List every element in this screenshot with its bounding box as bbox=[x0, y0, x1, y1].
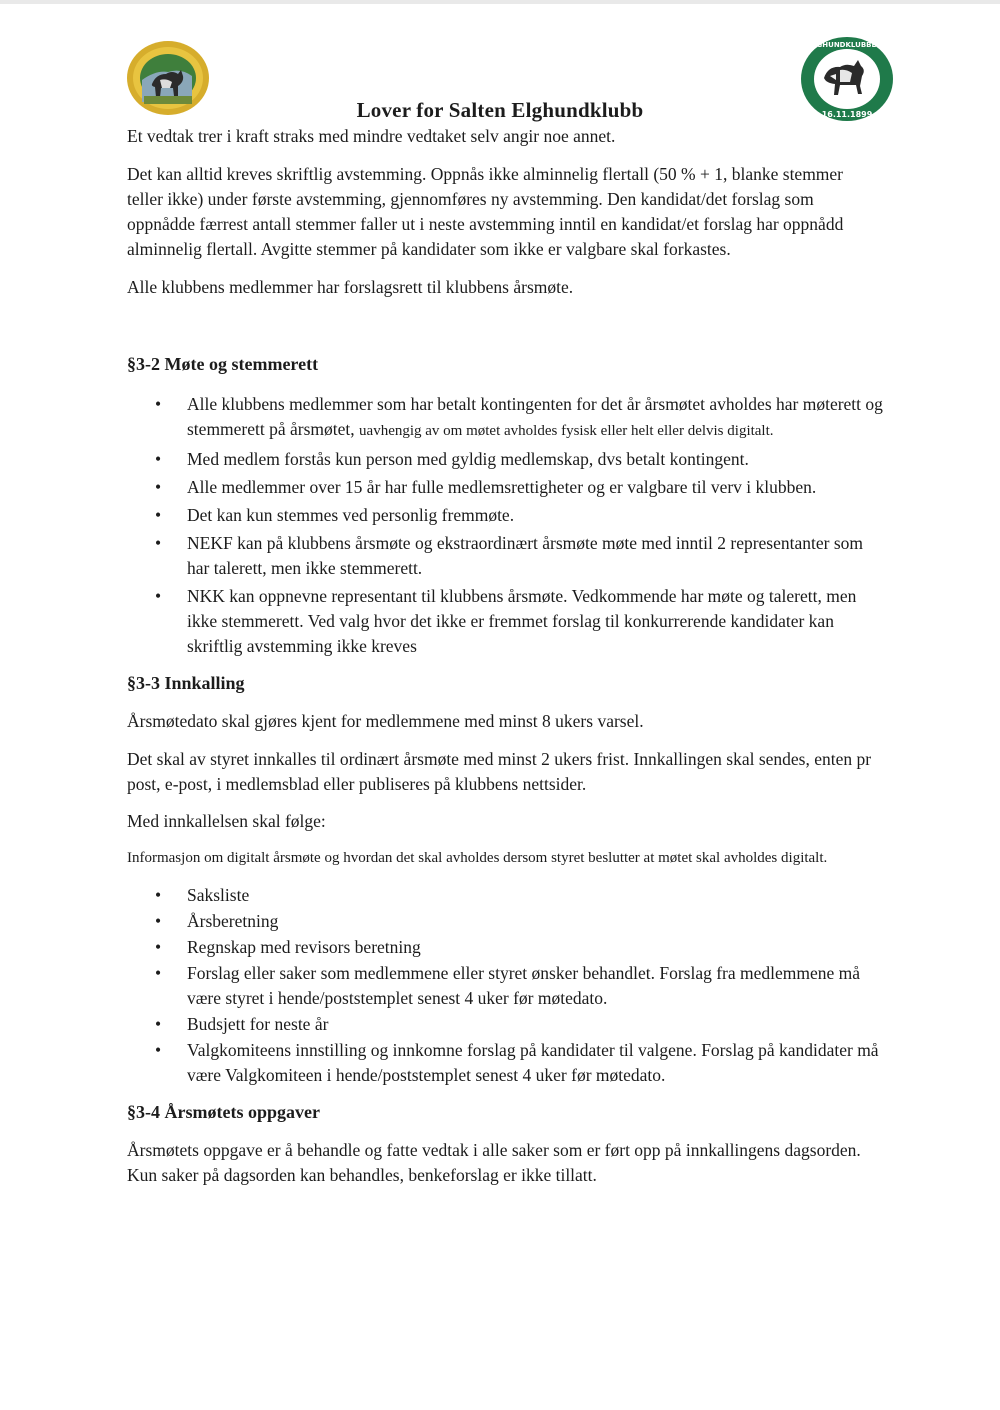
list-item: • Regnskap med revisors beretning bbox=[155, 937, 421, 957]
list-item-text: Saksliste bbox=[187, 885, 250, 905]
list-item: • Saksliste bbox=[155, 885, 250, 905]
list-item: • NEKF kan på klubbens årsmøte og ekstraordinært årsmøte møte med inntil 2 representanter som har talerett, men ikke stemmerett. bbox=[155, 533, 864, 578]
list-item-text: Med medlem forstås kun person med gyldig medlemskap, dvs betalt kontingent. bbox=[187, 449, 749, 469]
svg-text:16.11.1899: 16.11.1899 bbox=[821, 110, 873, 119]
section-3-3-paragraph-4: Informasjon om digitalt årsmøte og hvordan det skal avholdes dersom styret beslutter at møtet skal avholdes digitalt. bbox=[127, 850, 828, 866]
section-3-3-paragraph-1: Årsmøtedato skal gjøres kjent for medlemmene med minst 8 ukers varsel. bbox=[127, 711, 644, 731]
page-top-edge bbox=[0, 0, 1000, 4]
list-item-text: NKK kan oppnevne representant til klubbens årsmøte. Vedkommende har møte og talerett, men ikke stemmerett. Ved valg hvor det ikke er fremmet forslag til konkurrerende kandidater kan skriftlig avstemming ikke kreves bbox=[187, 586, 857, 656]
section-3-2-heading: §3-2 Møte og stemmerett bbox=[127, 354, 319, 374]
list-item-text: Forslag eller saker som medlemmene eller styret ønsker behandlet. Forslag fra medlemmene må være styret i hende/poststemplet senest 4 uker før møtedato. bbox=[187, 963, 861, 1008]
list-item: • Alle medlemmer over 15 år har fulle medlemsrettigheter og er valgbare til verv i klubben. bbox=[155, 477, 817, 497]
intro-paragraph-1: Et vedtak trer i kraft straks med mindre vedtaket selv angir noe annet. bbox=[127, 126, 616, 146]
document-body bbox=[127, 124, 883, 1188]
svg-text:ELGHUNDKLUBBERS: ELGHUNDKLUBBERS bbox=[807, 41, 887, 49]
section-3-3-paragraph-3: Med innkallelsen skal følge: bbox=[127, 811, 326, 831]
list-item: • Valgkomiteens innstilling og innkomne forslag på kandidater til valgene. Forslag på kandidater må være Valgkomiteen i hende/poststemplet senest 4 uker før møtedato. bbox=[155, 1040, 879, 1085]
list-item-text: Budsjett for neste år bbox=[187, 1014, 329, 1034]
list-item: • Alle klubbens medlemmer som har betalt kontingenten for det år årsmøtet avholdes har møterett og stemmerett på årsmøtet, uavhengig av om møtet avholdes fysisk eller helt eller delvis digitalt. bbox=[155, 394, 883, 439]
list-item-text: Regnskap med revisors beretning bbox=[187, 937, 421, 957]
list-item-text: Alle medlemmer over 15 år har fulle medlemsrettigheter og er valgbare til verv i klubben. bbox=[187, 477, 817, 497]
intro-paragraph-2: Det kan alltid kreves skriftlig avstemming. Oppnås ikke alminnelig flertall (50 % + 1, blanke stemmer teller ikke) under første avstemming, gjennomføres ny avstemming. Den kandidat/det forslag som oppnådde færrest antall stemmer faller ut i neste avstemming inntil en kandidat/et forslag har oppnådd alminnelig flertall. Avgitte stemmer på kandidater som ikke er valgbare skal forkastes. bbox=[127, 164, 844, 259]
list-item-text-part-1: Alle klubbens medlemmer som har betalt kontingenten for det år årsmøtet avholdes har møterett og stemmerett på årsmøtet, bbox=[187, 394, 883, 439]
list-item: • Forslag eller saker som medlemmene eller styret ønsker behandlet. Forslag fra medlemmene må være styret i hende/poststemplet senest 4 uker før møtedato. bbox=[155, 963, 861, 1008]
list-item: • Med medlem forstås kun person med gyldig medlemskap, dvs betalt kontingent. bbox=[155, 449, 749, 469]
list-item-text: NEKF kan på klubbens årsmøte og ekstraordinært årsmøte møte med inntil 2 representanter som har talerett, men ikke stemmerett. bbox=[187, 533, 864, 578]
list-item: • Årsberetning bbox=[155, 911, 279, 931]
section-3-3-paragraph-2: Det skal av styret innkalles til ordinært årsmøte med minst 2 ukers frist. Innkallingen skal sendes, enten pr post, e-post, i medlemsblad eller publiseres på klubbens nettsider. bbox=[127, 749, 872, 794]
section-3-4-heading: §3-4 Årsmøtets oppgaver bbox=[127, 1102, 320, 1122]
list-item-text: Valgkomiteens innstilling og innkomne forslag på kandidater til valgene. Forslag på kandidater må være Valgkomiteen i hende/poststemplet senest 4 uker før møtedato. bbox=[187, 1040, 879, 1085]
section-3-2-list bbox=[127, 392, 883, 659]
list-item: • Budsjett for neste år bbox=[155, 1014, 329, 1034]
section-3-3-heading: §3-3 Innkalling bbox=[127, 673, 245, 693]
document-title: Lover for Salten Elghundklubb bbox=[356, 98, 644, 122]
list-item-text: Det kan kun stemmes ved personlig fremmøte. bbox=[187, 505, 515, 525]
list-item-text-part-2: uavhengig av om møtet avholdes fysisk eller helt eller delvis digitalt. bbox=[359, 423, 774, 439]
section-3-4-paragraph-1: Årsmøtets oppgave er å behandle og fatte vedtak i alle saker som er ført opp på innkallingens dagsorden. Kun saker på dagsorden kan behandles, benkeforslag er ikke tillatt. bbox=[127, 1140, 861, 1185]
list-item-text: Årsberetning bbox=[187, 911, 279, 931]
list-item: • Det kan kun stemmes ved personlig fremmøte. bbox=[155, 505, 515, 525]
intro-paragraph-3: Alle klubbens medlemmer har forslagsrett til klubbens årsmøte. bbox=[127, 277, 574, 297]
list-item: • NKK kan oppnevne representant til klubbens årsmøte. Vedkommende har møte og talerett, men ikke stemmerett. Ved valg hvor det ikke er fremmet forslag til konkurrerende kandidater kan skriftlig avstemming ikke kreves bbox=[155, 586, 857, 656]
section-3-3-list bbox=[127, 883, 883, 1088]
